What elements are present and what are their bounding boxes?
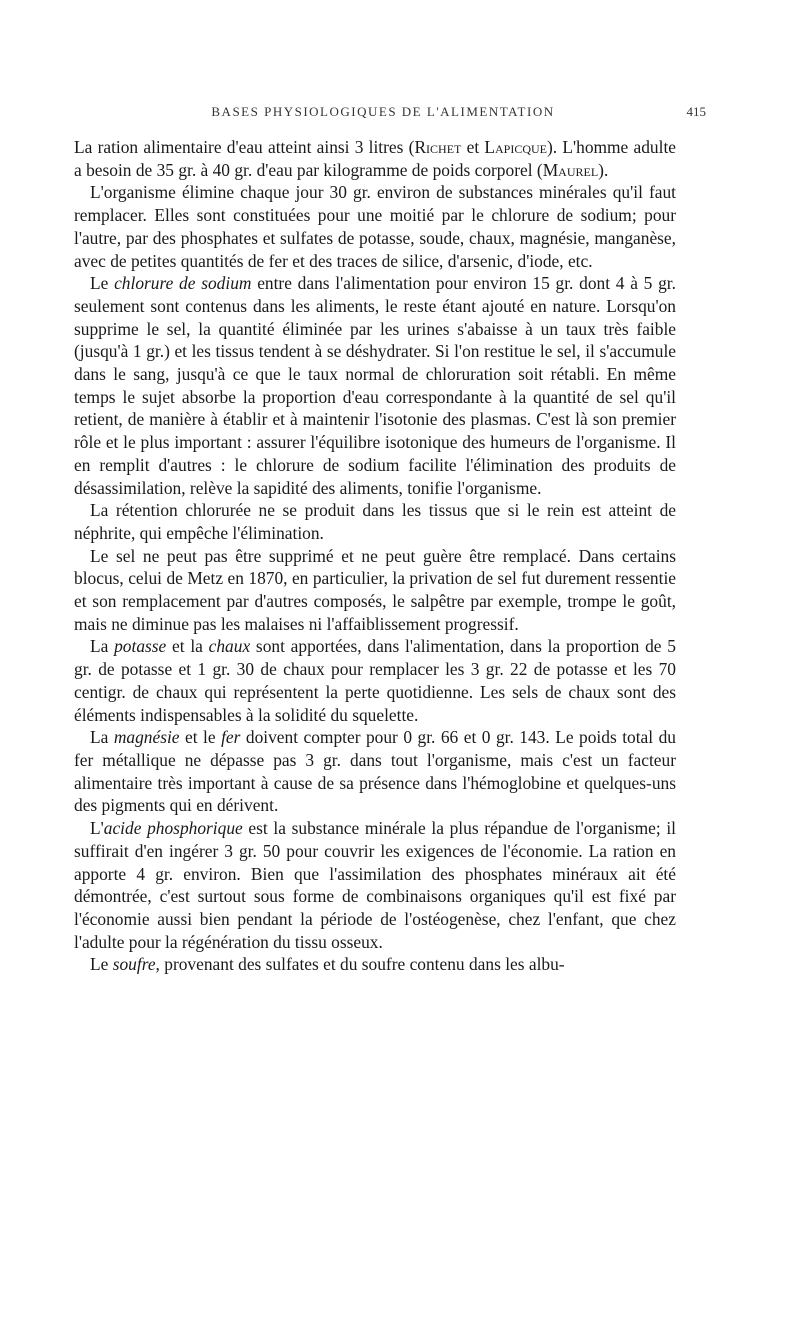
paragraph-water-ration: La ration alimentaire d'eau atteint ainsi 3 litres (Richet et Lapicque). L'homme adulte a besoin de 35 gr. à 40 gr. d'eau par kilogramme de poids corporel (Maurel). (74, 137, 676, 180)
italic-term: chaux (208, 636, 251, 657)
italic-term: soufre (112, 954, 156, 975)
author-name: Richet (414, 137, 462, 157)
italic-term: fer (221, 727, 241, 748)
paragraph-potash-lime: La potasse et la chaux sont apportées, dans l'alimentation, dans la proportion de 5 gr. de potasse et 1 gr. 30 de chaux pour remplacer les 3 gr. 22 de potasse et les 70 centigr. de chaux qui représentent la perte quotidienne. Les sels de chaux sont des éléments indispensables à la solidité du squelette. (74, 636, 676, 725)
running-title: BASES PHYSIOLOGIQUES DE L'ALIMENTATION (211, 104, 555, 119)
italic-term: acide phosphorique (103, 818, 243, 839)
italic-term: chlorure de sodium (114, 273, 252, 294)
paragraph-phosphoric-acid: L'acide phosphorique est la substance minérale la plus répandue de l'organisme; il suffirait d'en ingérer 3 gr. 50 pour couvrir les exigences de l'économie. La ration en apporte 4 gr. environ. Bien que l'assimilation des phosphates minéraux ait été démontrée, c'est surtout sous forme de combinaisons organiques qu'il est fixé par l'économie aussi bien pendant la période de l'ostéogenèse, chez l'enfant, que chez l'adulte pour la régénération du tissu osseux. (74, 818, 677, 952)
paragraph-magnesia-iron: La magnésie et le fer doivent compter pour 0 gr. 66 et 0 gr. 143. Le poids total du fer métallique ne dépasse pas 3 gr. dans tout l'organisme, mais c'est un facteur alimentaire très important à cause de sa présence dans l'hémoglobine et quelques-uns des pigments qui en dérivent. (74, 727, 676, 816)
paragraph-salt-replacement: Le sel ne peut pas être supprimé et ne peut guère être remplacé. Dans certains blocus, celui de Metz en 1870, en particulier, la privation de sel fut durement ressentie et son remplacement par d'autres composés, le salpêtre par exemple, trompe le goût, mais ne diminue pas les malaises ni l'affaiblissement progressif. (74, 545, 676, 634)
author-name: Lapicque (484, 137, 547, 157)
author-name: Maurel (542, 159, 599, 180)
body-text (74, 136, 676, 976)
page-number: 415 (686, 104, 706, 119)
paragraph-chloride-retention: La rétention chlorurée ne se produit dans les tissus que si le rein est atteint de néphrite, qui empêche l'élimination. (74, 500, 676, 543)
paragraph-sodium-chloride: Le chlorure de sodium entre dans l'alimentation pour environ 15 gr. dont 4 à 5 gr. seulement sont contenus dans les aliments, le reste étant ajouté en nature. Lorsqu'on supprime le sel, la quantité éliminée par les urines s'abaisse à un taux très faible (jusqu'à 1 gr.) et les tissus tendent à se déshydrater. Si l'on restitue le sel, il s'accumule dans le sang, jusqu'à ce que le taux normal de chloruration soit rétabli. En même temps le sujet absorbe la proportion d'eau correspondante à la quantité de sel qu'il retient, de manière à établir et à maintenir l'isotonie des plasmas. C'est là son premier rôle et le plus important : assurer l'équilibre isotonique des humeurs de l'organisme. Il en remplit d'autres : le chlorure de sodium facilite l'élimination des produits de désassimilation, relève la sapidité des aliments, tonifie l'organisme. (74, 273, 676, 498)
italic-term: magnésie (113, 727, 180, 748)
italic-term: potasse (114, 636, 167, 657)
paragraph-sulfur: Le soufre, provenant des sulfates et du soufre contenu dans les albu- (90, 954, 565, 975)
page-header (60, 104, 706, 124)
paragraph-mineral-elimination: L'organisme élimine chaque jour 30 gr. environ de substances minérales qu'il faut remplacer. Elles sont constituées pour une moitié par le chlorure de sodium; pour l'autre, par des phosphates et sulfates de potasse, soude, chaux, magnésie, manganèse, avec de petites quantités de fer et des traces de silice, d'arsenic, d'iode, etc. (74, 182, 676, 271)
